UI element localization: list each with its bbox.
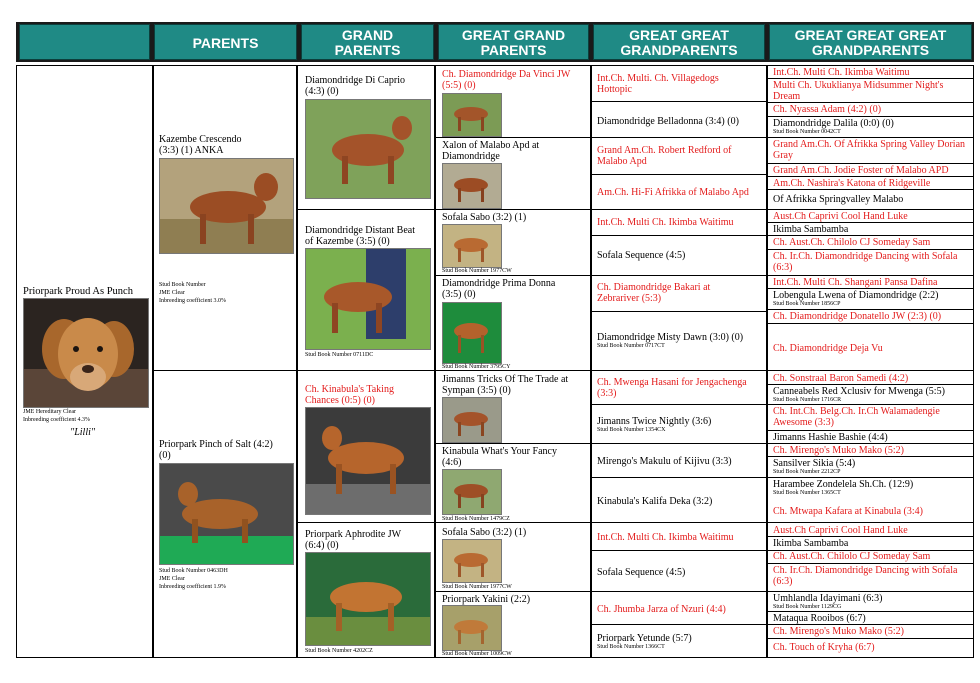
ggg-entry: Ch. Touch of Kryha (6:7) (773, 642, 875, 653)
ggg-entry: Ch. Diamondridge Deja Vu (773, 343, 883, 354)
gg-grandparent-name: Int.Ch. Multi Ch. Ikimba Waitimu (597, 217, 734, 228)
dam-cell (153, 370, 297, 658)
sire-cell (153, 65, 297, 371)
great-grandparent-photo (442, 605, 502, 651)
gg-grandparent-cell (591, 101, 767, 138)
gg-grandparent-name: Sofala Sequence (4:5) (597, 250, 686, 261)
great-grandparent-name: Kinabula What's Your Fancy (442, 446, 557, 457)
ggg-stud: Stud Book Number 1856CP (773, 301, 841, 307)
ggg-entry: Ch. Sonstraal Baron Samedi (4:2) (773, 373, 909, 384)
gg-grandparent-name-2: Malabo Apd (597, 156, 647, 167)
great-grandparent-cell (435, 275, 591, 371)
great-grandparent-name: Sofala Sabo (3:2) (1) (442, 212, 527, 223)
ggg-entry: Ch. Ir.Ch. Diamondridge Dancing with Sofala (6:3) (773, 565, 958, 587)
grandparent-name: Ch. Kinabula's Taking (305, 384, 394, 395)
gg-grandparent-name: Diamondridge Belladonna (3:4) (0) (597, 116, 739, 127)
gg-grandparent-stud: Stud Book Number 0717CT (597, 343, 665, 349)
header-parents: PARENTS (154, 24, 297, 60)
ggg-divider (767, 591, 974, 592)
ggg-divider (767, 222, 974, 223)
ggg-entry: Ikimba Sambamba (773, 538, 849, 549)
ggg-divider (767, 288, 974, 289)
gg-grandparent-name-2: (3:3) (597, 388, 617, 399)
gg-grandparent-name: Ch. Jhumba Jarza of Nzuri (4:4) (597, 604, 726, 615)
grandparent-titles: Chances (0:5) (0) (305, 395, 375, 406)
ggg-divider (767, 477, 974, 478)
ggg-divider (767, 384, 974, 385)
gg-grandparent-cell (591, 591, 767, 625)
great-grandparent-cell (435, 137, 591, 210)
ggg-divider (767, 163, 974, 164)
great-grandparent-titles: Diamondridge (442, 151, 500, 162)
ggg-divider (767, 275, 974, 276)
ggg-divider (767, 189, 974, 190)
ggg-entry: Int.Ch. Multi Ch. Shangani Pansa Dafina (773, 277, 938, 288)
header-grandparents: GRAND PARENTS (301, 24, 434, 60)
ggg-entry: Ch. Nyassa Adam (4:2) (0) (773, 104, 882, 115)
gg-grandparent-name: Int.Ch. Multi. Ch. Villagedogs (597, 73, 719, 84)
gg-grandparent-cell (591, 370, 767, 405)
ggg-divider (767, 102, 974, 103)
grandparent-cell (297, 370, 435, 523)
ggg-divider (767, 249, 974, 250)
ggg-stud: Stud Book Number 1365CT (773, 490, 841, 496)
ggg-stud: Stud Book Number 2212CP (773, 469, 841, 475)
ggg-divider (767, 235, 974, 236)
gg-grandparent-name: Ch. Mwenga Hasani for Jengachenga (597, 377, 747, 388)
ggg-entry: Ch. Aust.Ch. Chilolo CJ Someday Sam (773, 237, 931, 248)
ggg-entry: Am.Ch. Nashira's Katona of Ridgeville (773, 178, 931, 189)
gg-grandparent-cell (591, 404, 767, 444)
ggg-entry: Umhlandla Idayimani (6:3) (773, 593, 883, 604)
ggg-divider (767, 563, 974, 564)
ggg-entry: Grand Am.Ch. Jodie Foster of Malabo APD (773, 165, 949, 176)
gg-grandparent-name: Kinabula's Kalifa Deka (3:2) (597, 496, 713, 507)
ggg-divider (767, 78, 974, 79)
great-grandparent-photo (442, 539, 502, 583)
header-blank (19, 24, 150, 60)
ggg-entry: Lobengula Lwena of Diamondridge (2:2) (773, 290, 939, 301)
dam-titles: (0) (159, 450, 171, 461)
sire-titles: (3:3) (1) ANKA (159, 145, 224, 156)
great-grandparent-name: Priorpark Yakini (2:2) (442, 594, 531, 605)
ggg-stud: Stud Book Number 0042CT (773, 129, 841, 135)
great-grandparent-name: Xalon of Malabo Apd at (442, 140, 540, 151)
great-grandparent-cell (435, 209, 591, 276)
ggg-divider (767, 209, 974, 210)
great-grandparent-photo (442, 224, 502, 268)
ggg-entry: Canneabels Red Xclusiv for Mwenga (5:5) (773, 386, 945, 397)
ggg-entry: Harambee Zondelela Sh.Ch. (12:9) (773, 479, 914, 490)
gg-grandparent-cell (591, 65, 767, 102)
subject-cell (16, 65, 153, 658)
great-grandparent-titles: (4:6) (442, 457, 462, 468)
dam-inbreeding: Inbreeding coefficient 1.9% (159, 584, 227, 590)
subject-name: Priorpark Proud As Punch (23, 286, 133, 297)
great-grandparent-photo (442, 93, 502, 137)
grandparent-photo (305, 99, 431, 199)
gg-grandparent-cell (591, 522, 767, 551)
header-great-grandparents: GREAT GRAND PARENTS (438, 24, 589, 60)
gg-grandparent-name: Am.Ch. Hi-Fi Afrikka of Malabo Apd (597, 187, 749, 198)
gg-grandparent-name: Diamondridge Misty Dawn (3:0) (0) (597, 332, 744, 343)
dam-name: Priorpark Pinch of Salt (4:2) (159, 439, 273, 450)
great-grandparent-cell (435, 522, 591, 592)
grandparent-cell (297, 522, 435, 658)
grandparent-titles: (4:3) (0) (305, 86, 339, 97)
ggg-entry: Ch. Mirengo's Muko Mako (5:2) (773, 445, 904, 456)
gg-grandparent-cell (591, 174, 767, 210)
header-ggg-grandparents: GREAT GREAT GREAT GRANDPARENTS (769, 24, 972, 60)
ggg-divider (767, 624, 974, 625)
gg-grandparent-stud: Stud Book Number 1354CX (597, 427, 666, 433)
gg-grandparent-name: Sofala Sequence (4:5) (597, 567, 686, 578)
ggg-entry: Int.Ch. Multi Ch. Ikimba Waitimu (773, 67, 910, 78)
gg-grandparent-cell (591, 275, 767, 312)
ggg-stud: Stud Book Number 1129CG (773, 604, 842, 610)
great-grandparent-titles: (5:5) (0) (442, 80, 476, 91)
grandparent-photo (305, 552, 431, 646)
ggg-divider (767, 309, 974, 310)
subject-jme: JME Hereditary Clear (23, 409, 76, 415)
ggg-entry: Ch. Int.Ch. Belg.Ch. Ir.Ch Walamadengie Awesome (3:3) (773, 406, 940, 428)
great-grandparent-cell (435, 370, 591, 444)
ggg-entry: Aust.Ch Caprivi Cool Hand Luke (773, 525, 908, 536)
great-grandparent-stud: Stud Book Number 1977CW (442, 584, 512, 590)
grandparent-photo (305, 248, 431, 350)
ggg-entry: Ch. Mtwapa Kafara at Kinabula (3:4) (773, 506, 923, 517)
ggg-divider (767, 404, 974, 405)
great-grandparent-cell (435, 443, 591, 523)
great-grandparent-cell (435, 591, 591, 658)
ggg-entry: Ikimba Sambamba (773, 224, 849, 235)
gg-grandparent-cell (591, 311, 767, 371)
gg-grandparent-cell (591, 477, 767, 523)
gg-grandparent-cell (591, 443, 767, 478)
ggg-entry: Ch. Ir.Ch. Diamondridge Dancing with Sofala (6:3) (773, 251, 958, 273)
subject-puppy-photo (23, 298, 149, 408)
ggg-divider (767, 430, 974, 431)
grandparent-cell (297, 65, 435, 210)
gg-grandparent-name: Int.Ch. Multi Ch. Ikimba Waitimu (597, 532, 734, 543)
grandparent-titles: (6:4) (0) (305, 540, 339, 551)
ggg-stud: Stud Book Number 1716CR (773, 397, 842, 403)
ggg-divider (767, 370, 974, 371)
ggg-entry: Ch. Mirengo's Muko Mako (5:2) (773, 626, 904, 637)
great-grandparent-name: Diamondridge Prima Donna (442, 278, 556, 289)
sire-inbreeding: Inbreeding coefficient 3.0% (159, 298, 227, 304)
dam-photo (159, 463, 294, 565)
gg-grandparent-name-2: Zebrariver (5:3) (597, 293, 662, 304)
ggg-entry: Ch. Aust.Ch. Chilolo CJ Someday Sam (773, 551, 931, 562)
grandparent-stud: Stud Book Number 0711DC (305, 352, 374, 358)
great-grandparent-name: Ch. Diamondridge Da Vinci JW (442, 69, 571, 80)
subject-nickname: "Lilli" (70, 427, 96, 438)
gg-grandparent-name: Ch. Diamondridge Bakari at (597, 282, 711, 293)
ggg-divider (767, 443, 974, 444)
ggg-entry: Sansilver Sikia (5:4) (773, 458, 856, 469)
ggg-entry: Mataqua Rooibos (6:7) (773, 613, 866, 624)
grandparent-name: Diamondridge Di Caprio (305, 75, 405, 86)
ggg-entry: Multi Ch. Ukuklianya Midsummer Night's Dream (773, 80, 944, 102)
gg-grandparent-cell (591, 209, 767, 236)
subject-inbreeding: Inbreeding coefficient 4.3% (23, 417, 91, 423)
grandparent-name: Diamondridge Distant Beat (305, 225, 415, 236)
great-grandparent-photo (442, 302, 502, 364)
gg-grandparent-cell (591, 235, 767, 276)
header-gg-grandparents: GREAT GREAT GRANDPARENTS (593, 24, 765, 60)
gg-grandparent-name: Priorpark Yetunde (5:7) (597, 633, 692, 644)
ggg-entry: Diamondridge Dalila (0:0) (0) (773, 118, 894, 129)
ggg-divider (767, 116, 974, 117)
ggg-divider (767, 611, 974, 612)
dam-stud: Stud Book Number 0463DH (159, 568, 228, 574)
great-grandparent-stud: Stud Book Number 1977CW (442, 268, 512, 274)
gg-grandparent-cell (591, 550, 767, 592)
ggg-divider (767, 137, 974, 138)
gg-grandparent-name: Grand Am.Ch. Robert Redford of (597, 145, 732, 156)
sire-name: Kazembe Crescendo (159, 134, 242, 145)
gg-grandparent-name-2: Hottopic (597, 84, 632, 95)
great-grandparent-titles: (3:5) (0) (442, 289, 476, 300)
great-grandparent-stud: Stud Book Number 1009CW (442, 651, 512, 657)
grandparent-stud: Stud Book Number 4202CZ (305, 648, 373, 654)
ggg-divider (767, 176, 974, 177)
ggg-divider (767, 536, 974, 537)
great-grandparent-stud: Stud Book Number 3795CY (442, 364, 511, 370)
great-grandparent-photo (442, 163, 502, 209)
great-grandparent-photo (442, 469, 502, 515)
ggg-divider (767, 456, 974, 457)
sire-jme: JME Clear (159, 290, 185, 296)
ggg-divider (767, 522, 974, 523)
gg-grandparent-stud: Stud Book Number 1366CT (597, 644, 665, 650)
grandparent-name: Priorpark Aphrodite JW (305, 529, 402, 540)
ggg-entry: Ch. Diamondridge Donatello JW (2:3) (0) (773, 311, 942, 322)
grandparent-photo (305, 407, 431, 515)
grandparent-titles: of Kazembe (3:5) (0) (305, 236, 390, 247)
great-grandparent-name: Sofala Sabo (3:2) (1) (442, 527, 527, 538)
sire-stud: Stud Book Number (159, 282, 206, 288)
great-grandparent-stud: Stud Book Number 1479CZ (442, 516, 510, 522)
gg-grandparent-name: Mirengo's Makulu of Kijivu (3:3) (597, 456, 732, 467)
great-grandparent-cell (435, 65, 591, 138)
ggg-entry: Jimanns Hashie Bashie (4:4) (773, 432, 888, 443)
ggg-divider (767, 323, 974, 324)
great-grandparent-photo (442, 397, 502, 443)
gg-grandparent-name: Jimanns Twice Nightly (3:6) (597, 416, 712, 427)
ggg-divider (767, 638, 974, 639)
dam-jme: JME Clear (159, 576, 185, 582)
grandparent-cell (297, 209, 435, 371)
sire-photo (159, 158, 294, 254)
great-grandparent-name: Jimanns Tricks Of The Trade at (442, 374, 569, 385)
great-grandparent-titles: Sympan (3:5) (0) (442, 385, 511, 396)
ggg-entry: Grand Am.Ch. Of Afrikka Spring Valley Dorian Gray (773, 139, 966, 161)
ggg-entry: Aust.Ch Caprivi Cool Hand Luke (773, 211, 908, 222)
gg-grandparent-cell (591, 137, 767, 175)
ggg-entry: Of Afrikka Springvalley Malabo (773, 194, 904, 205)
gg-grandparent-cell (591, 624, 767, 658)
